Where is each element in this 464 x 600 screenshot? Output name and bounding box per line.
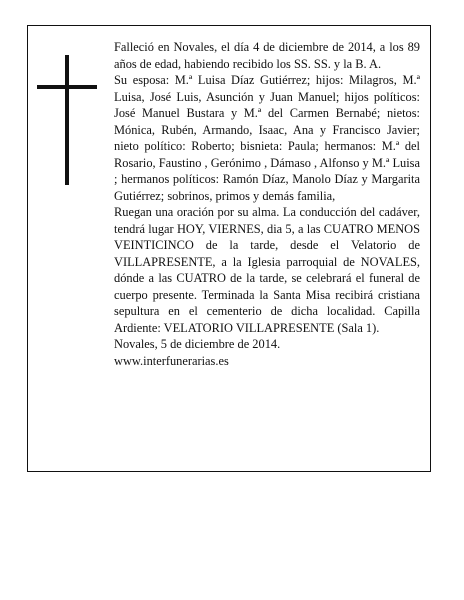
place-and-date: Novales, 5 de diciembre de 2014.: [114, 337, 281, 351]
latin-cross-icon: [37, 55, 97, 185]
family-list: Su esposa: M.ª Luisa Díaz Gutiérrez; hijos: Milagros, M.ª Luisa, José Luis, Asunción y Juan Manuel; hijos políticos: José Manuel Bustara y M.ª del Carmen Bernabé; nietos: Mónica, Rubén, Armando, Isaac, Ana y Francisco Javier; nieto político: Roberto; bisnieta: Paula; hermanos: M.ª del Rosario, Faustino , Gerónimo , Dámaso , Alfonso y M.ª Luisa ; hermanos políticos: Ramón Díaz, Manolo Díaz y Margarita Gutiérrez; sobrinos, primos y demás familia,: [114, 73, 420, 203]
website: www.interfunerarias.es: [114, 353, 229, 368]
obituary-text: [114, 39, 420, 369]
cross-horizontal-bar: [37, 85, 97, 89]
death-announcement: Falleció en Novales, el día 4 de diciembre de 2014, a los 89 años de edad, habiendo recibido los SS. SS. y la B. A.: [114, 40, 420, 71]
cross-vertical-bar: [65, 55, 69, 185]
funeral-details: Ruegan una oración por su alma. La conducción del cadáver, tendrá lugar HOY, VIERNES, dia 5, a las CUATRO MENOS VEINTICINCO de la tarde, desde el Velatorio de VILLAPRESENTE, a la Iglesia parroquial de NOVALES, dónde a las CUATRO de la tarde, se celebrará el funeral de cuerpo presente. Terminada la Santa Misa recibirá cristiana sepultura en el cementerio de dicha localidad. Capilla Ardiente: VELATORIO VILLAPRESENTE (Sala 1).: [114, 205, 420, 335]
